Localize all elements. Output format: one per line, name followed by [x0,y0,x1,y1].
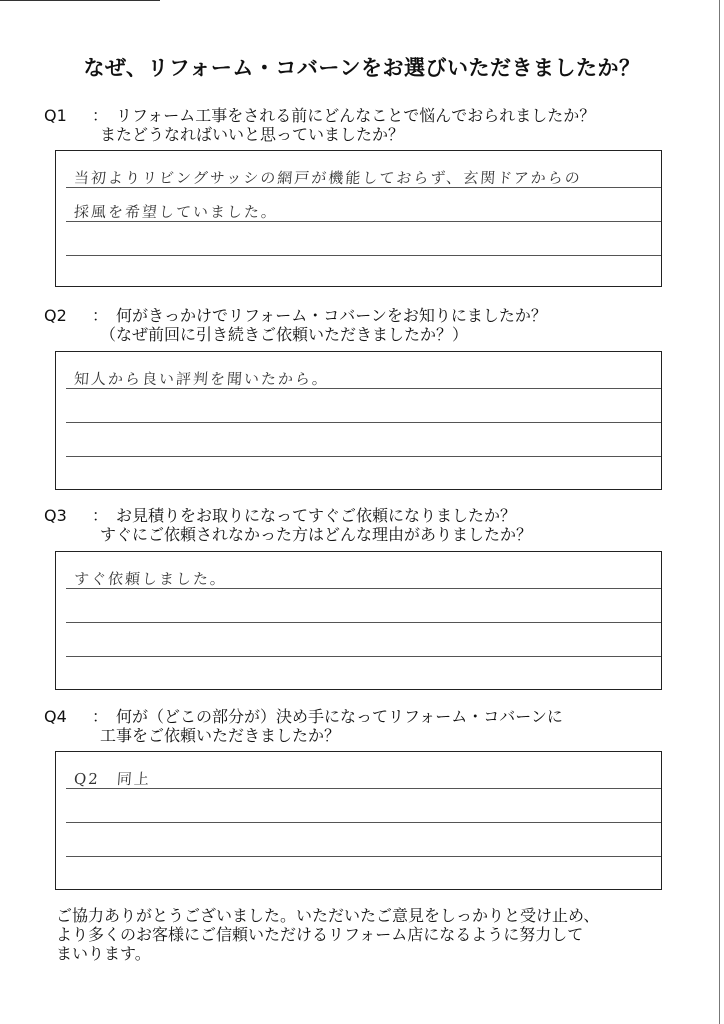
closing-message [56,906,676,963]
answer-rule [66,422,661,423]
survey-title: なぜ、リフォーム・コバーンをお選びいただきましたか？ [83,56,641,80]
question-number: Q3 [44,506,67,525]
question-colon: ： [92,306,109,325]
answer-rule [66,456,661,457]
answer-box-3 [55,551,662,690]
answer-rule [66,656,661,657]
question-text-line-2: （なぜ前回に引き続きご依頼いただきましたか？） [100,325,469,344]
question-text-line-1: 何が（どこの部分が）決め手になってリフォーム・コバーンに [116,707,563,726]
handwritten-answer-line: 当初よりリビングサッシの網戸が機能しておらず、玄関ドアからの [73,169,583,187]
answer-box-4 [55,751,662,890]
question-text-line-1: リフォーム工事をされる前にどんなことで悩んでおられましたか？ [116,106,596,125]
question-colon: ： [92,506,109,525]
answer-box-1 [55,150,662,287]
question-3 [44,506,684,544]
closing-line: まいります。 [56,944,151,963]
question-number: Q4 [44,707,67,726]
question-number: Q2 [44,306,67,325]
answer-rule [66,622,661,623]
closing-line: より多くのお客様にご信頼いただけるリフォーム店になるように努力して [56,925,584,944]
question-4 [44,707,684,745]
scan-edge-right [719,0,720,1024]
scan-edge-top [0,0,160,1]
answer-rule [66,788,661,789]
handwritten-answer-line: Q2 同上 [73,770,152,788]
question-2 [44,306,684,344]
question-text-line-1: お見積りをお取りになってすぐご依頼になりましたか？ [116,506,517,525]
question-text-line-2: またどうなればいいと思っていましたか？ [100,125,405,144]
answer-box-2 [55,351,662,490]
answer-rule [66,856,661,857]
question-text-line-2: 工事をご依頼いただきましたか？ [100,726,341,745]
answer-rule [66,255,661,256]
question-colon: ： [92,106,109,125]
question-number: Q1 [44,106,67,125]
answer-rule [66,822,661,823]
question-text-line-2: すぐにご依頼されなかった方はどんな理由がありましたか？ [100,525,533,544]
closing-line: ご協力ありがとうございました。いただいたご意見をしっかりと受け止め、 [56,906,600,925]
handwritten-answer-line: 知人から良い評判を聞いたから。 [73,370,330,388]
handwritten-answer-line: すぐ依頼しました。 [73,570,228,588]
question-text-line-1: 何がきっかけでリフォーム・コバーンをお知りにましたか？ [116,306,547,325]
question-1 [44,106,684,144]
handwritten-answer-line: 採風を希望していました。 [73,203,279,221]
question-colon: ： [92,707,109,726]
